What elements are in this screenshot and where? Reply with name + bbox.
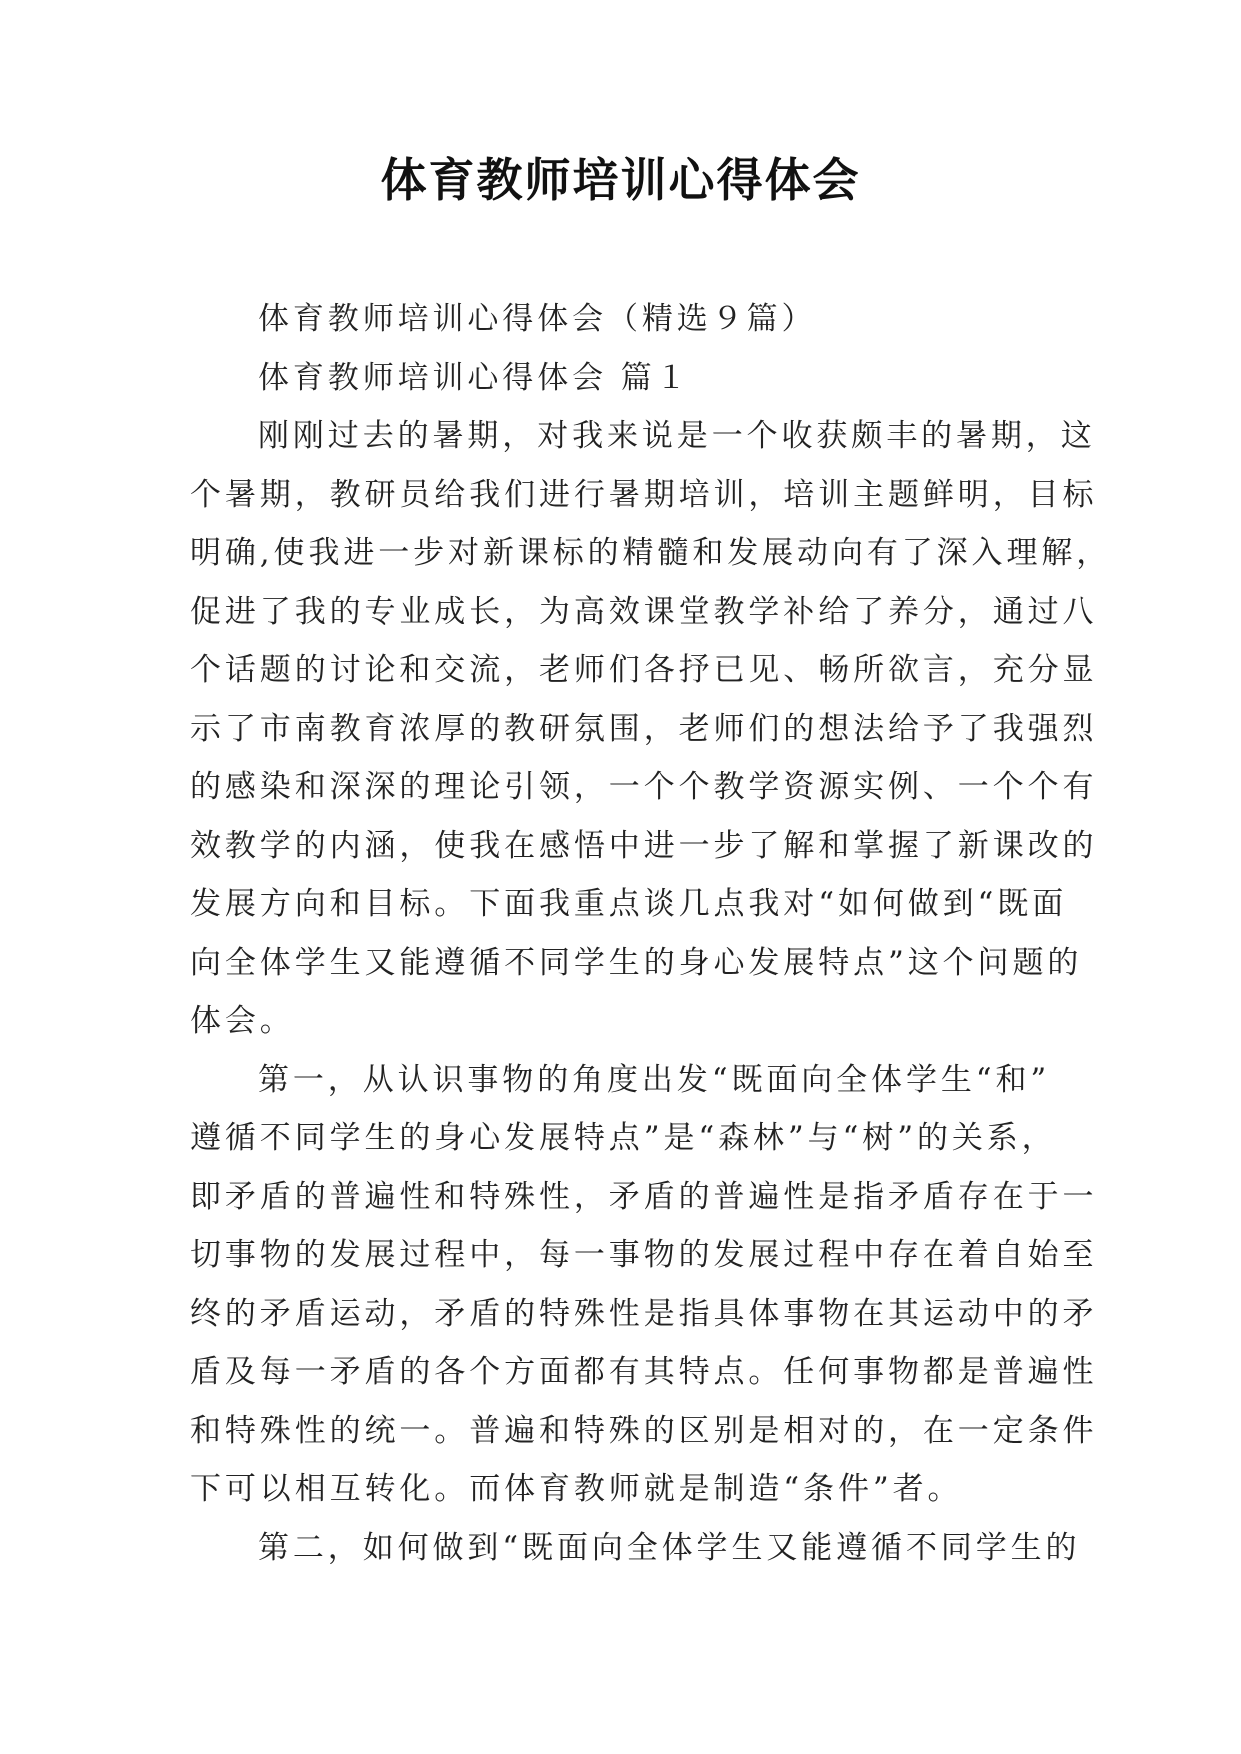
body-line: 示了市南教育浓厚的教研氛围，老师们的想法给予了我强烈 xyxy=(190,710,1098,747)
body-line: 个暑期，教研员给我们进行暑期培训，培训主题鲜明，目标 xyxy=(190,476,1098,513)
body-line: 第二，如何做到“既面向全体学生又能遵循不同学生的 xyxy=(258,1529,1081,1566)
body-line: 盾及每一矛盾的各个方面都有其特点。任何事物都是普遍性 xyxy=(190,1354,1098,1390)
document-body xyxy=(190,290,1112,1577)
body-line: 和特殊性的统一。普遍和特殊的区别是相对的，在一定条件 xyxy=(190,1412,1098,1449)
document-title: 体育教师培训心得体会 xyxy=(380,153,861,207)
body-line: 即矛盾的普遍性和特殊性，矛盾的普遍性是指矛盾存在于一 xyxy=(190,1178,1098,1215)
body-line: 明确,使我进一步对新课标的精髓和发展动向有了深入理解， xyxy=(190,535,1112,571)
body-line: 下可以相互转化。而体育教师就是制造“条件”者。 xyxy=(190,1471,963,1507)
body-line: 遵循不同学生的身心发展特点”是“森林”与“树”的关系， xyxy=(190,1120,1057,1156)
body-line: 的感染和深深的理论引领，一个个教学资源实例、一个个有 xyxy=(190,769,1098,805)
body-line: 向全体学生又能遵循不同学生的身心发展特点”这个问题的 xyxy=(190,944,1083,981)
body-line: 体育教师培训心得体会 篇１ xyxy=(258,359,691,396)
body-line: 体会。 xyxy=(190,1003,295,1039)
body-line: 终的矛盾运动，矛盾的特殊性是指具体事物在其运动中的矛 xyxy=(190,1295,1098,1332)
body-line: 促进了我的专业成长，为高效课堂教学补给了养分，通过八 xyxy=(190,593,1098,630)
body-line: 第一，从认识事物的角度出发“既面向全体学生“和” xyxy=(258,1061,1051,1098)
body-line: 发展方向和目标。下面我重点谈几点我对“如何做到“既面 xyxy=(190,886,1068,922)
body-line: 效教学的内涵，使我在感悟中进一步了解和掌握了新课改的 xyxy=(190,827,1098,864)
body-line: 切事物的发展过程中，每一事物的发展过程中存在着自始至 xyxy=(190,1237,1098,1273)
body-line: 体育教师培训心得体会（精选９篇） xyxy=(258,301,817,337)
body-line: 刚刚过去的暑期，对我来说是一个收获颇丰的暑期，这 xyxy=(258,418,1096,454)
body-line: 个话题的讨论和交流，老师们各抒已见、畅所欲言，充分显 xyxy=(190,652,1098,688)
